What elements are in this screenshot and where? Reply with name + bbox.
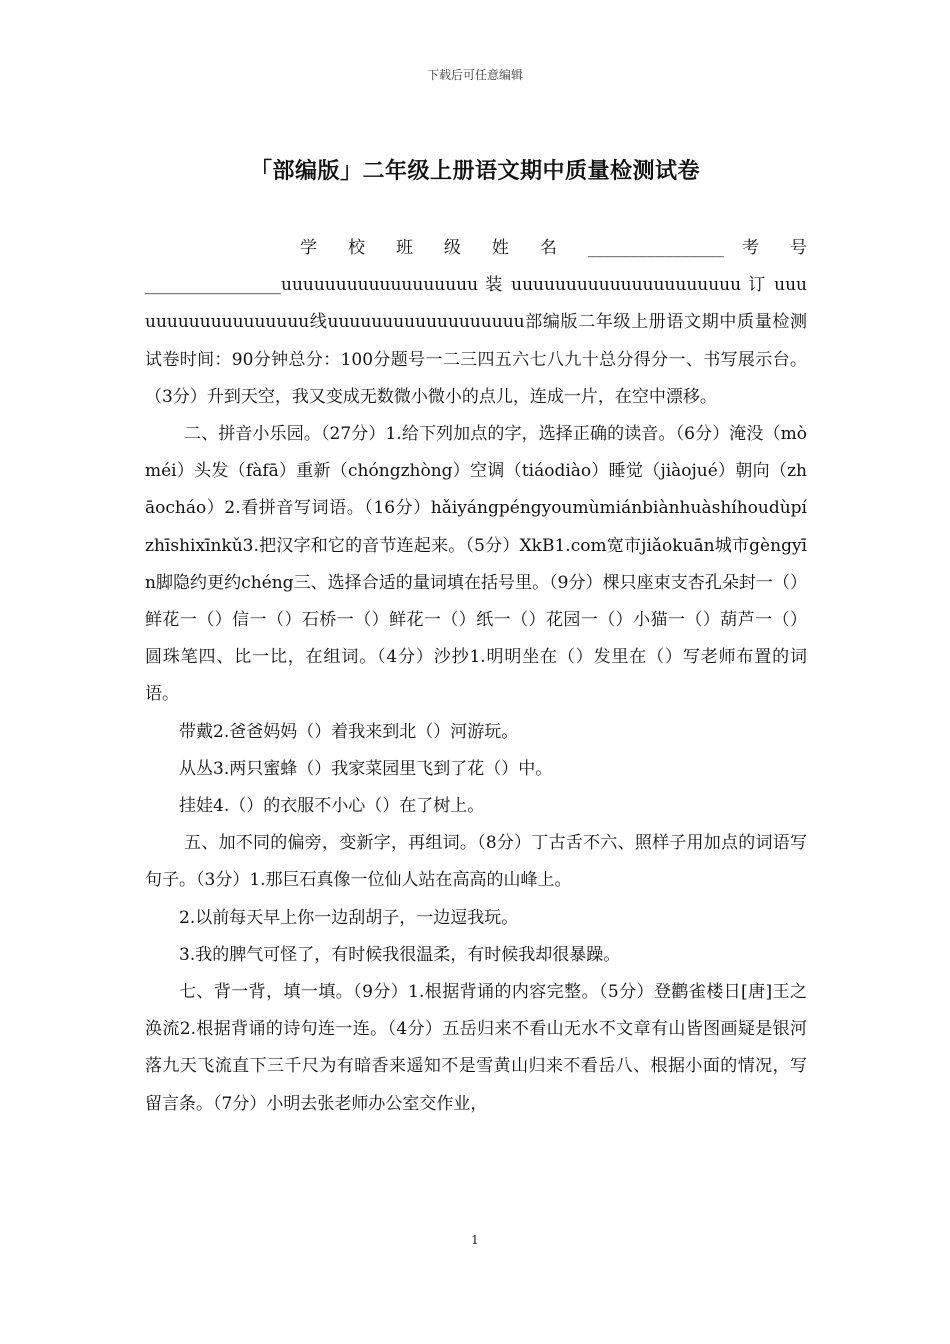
school-info-line: 学 校 班 级 姓 名 ________________ 考 号 — [300, 238, 807, 258]
document-title: 「部编版」二年级上册语文期中质量检测试卷 — [249, 159, 700, 184]
paragraph-sentence-3: 3.我的脾气可怪了，有时候我很温柔，有时候我却很暴躁。 — [179, 944, 621, 965]
paragraph-section-two: 二、拼音小乐园。（27分）1.给下列加点的字，选择正确的读音。（6分）淹没（mòméi）头发（fàfā）重新（chóngzhòng）空调（tiáodiào）睡觉（jiàojué）朝向（zhāocháo）2.看拼音写词语。（16分）hǎiyángpéngyoumùmiánbiànhuàshíhoudùpízhīshixīnkǔ3.把汉字和它的音节连起来。（5分）XkB1.com宽市jiǎokuān城市gèngyīn脚隐约更约chéng三、选择合适的量词填在括号里。（9分）棵只座束支杏孔朵封一（）鲜花一（）信一（）石桥一（）鲜花一（）纸一（）花园一（）小猫一（）葫芦一（）圆珠笔四、比一比，在组词。（4分）沙抄1.明明坐在（）发里在（）写老师布置的词语。 — [145, 424, 807, 705]
paragraph-dai: 带戴2.爸爸妈妈（）着我来到北（）河游玩。 — [179, 721, 519, 742]
paragraph-header-section-one: ________________uuuuuuuuuuuuuuuuuu 装 uuuuuuuuuuuuuuuuuuuuu 订 uuuuuuuuuuuuuuuuuu线uuuuuuuuuuuuuuuuuu部编版二年级上册语文期中质量检测试卷时间：90分钟总分：100分题号一二三四五六七八九十总分得分一、书写展示台。（3分）升到天空，我又变成无数微小微小的点儿，连成一片，在空中漂移。 — [145, 275, 807, 407]
paragraph-gua: 挂娃4.（）的衣服不小心（）在了树上。 — [179, 796, 485, 817]
page-number: 1 — [471, 1233, 479, 1247]
paragraph-sentence-2: 2.以前每天早上你一边刮胡子，一边逗我玩。 — [179, 907, 519, 928]
paragraph-section-seven: 七、背一背，填一填。（9分）1.根据背诵的内容完整。（5分）登鹳雀楼日[唐]王之涣流2.根据背诵的诗句连一连。（4分）五岳归来不看山无水不文章有山皆图画疑是银河落九天飞流直下三千尺为有暗香来遥知不是雪黄山归来不看岳八、根据小面的情况，写留言条。（7分）小明去张老师办公室交作业， — [145, 982, 807, 1114]
document-body — [145, 230, 807, 1123]
paragraph-section-five: 五、加不同的偏旁，变新字，再组词。（8分）丁古舌不六、照样子用加点的词语写句子。（3分）1.那巨石真像一位仙人站在高高的山峰上。 — [145, 833, 807, 891]
paragraph-cong: 从丛3.两只蜜蜂（）我家菜园里飞到了花（）中。 — [179, 758, 553, 779]
header-note: 下载后可任意编辑 — [426, 68, 523, 82]
